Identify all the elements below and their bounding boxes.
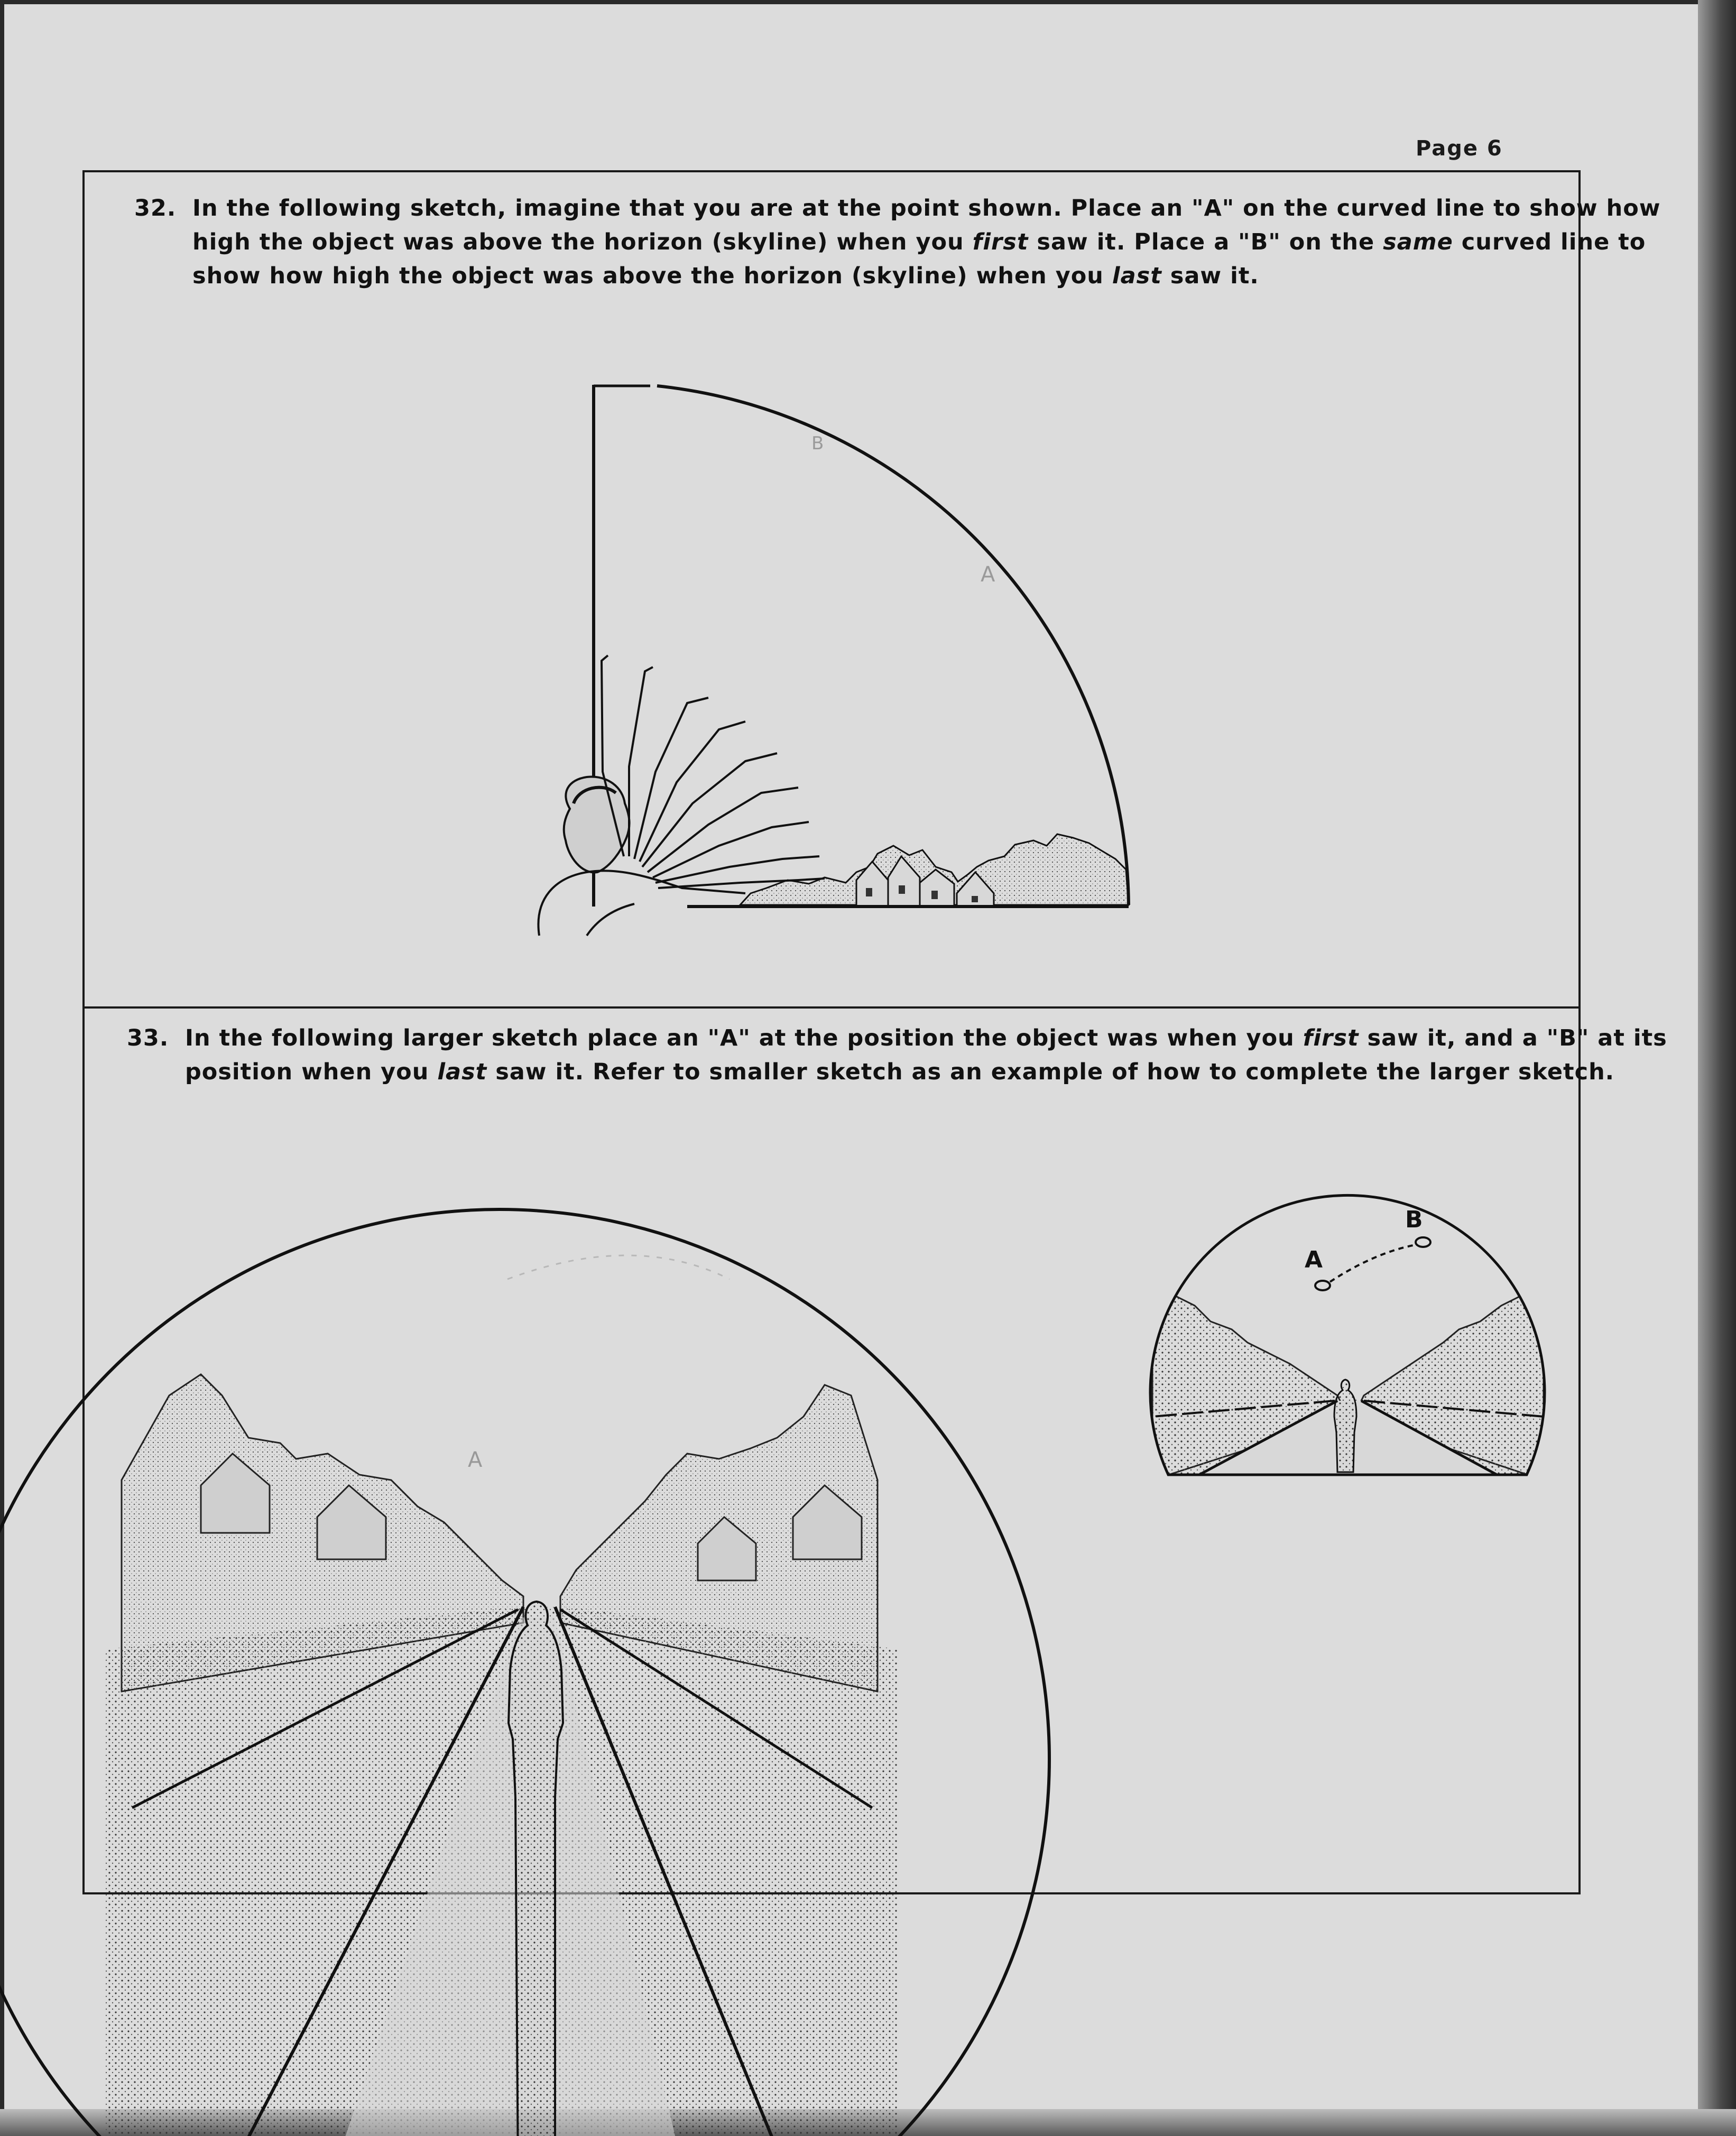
sketch-32-faint-mark-a: A xyxy=(981,562,995,587)
sketch-32 xyxy=(538,385,1129,936)
example-sketch-man xyxy=(1334,1380,1356,1472)
example-position-b xyxy=(1416,1237,1430,1247)
question-32-number: 32. xyxy=(134,195,177,221)
question-32-line-2: high the object was above the horizon (skyline) when you first saw it. Place a "B" on the same curved line to xyxy=(192,229,1646,255)
sketch-32-curved-line xyxy=(657,386,1129,905)
question-33-line-2: position when you last saw it. Refer to smaller sketch as an example of how to complete the larger sketch. xyxy=(185,1059,1615,1085)
example-sketch xyxy=(1150,1195,1545,1480)
sketch-33-faint-mark-a: A xyxy=(468,1448,483,1472)
example-position-a xyxy=(1315,1281,1330,1290)
example-label-a: A xyxy=(1305,1246,1323,1273)
sketch-33-standing-man xyxy=(509,1602,563,2136)
question-33-number: 33. xyxy=(127,1025,169,1051)
sketch-32-skyline xyxy=(740,834,1129,905)
page-number: Page 6 xyxy=(1416,136,1503,161)
sketch-33-large xyxy=(0,1209,1049,2136)
question-33-line-1: In the following larger sketch place an "A" at the position the object was when you first saw it, and a "B" at its xyxy=(185,1025,1667,1051)
example-label-b: B xyxy=(1405,1206,1423,1233)
question-32-line-1: In the following sketch, imagine that you are at the point shown. Place an "A" on the curved line to show how xyxy=(192,195,1661,221)
question-32-line-3: show how high the object was above the horizon (skyline) when you last saw it. xyxy=(192,263,1259,289)
sketch-32-faint-mark-b: B xyxy=(811,433,824,454)
